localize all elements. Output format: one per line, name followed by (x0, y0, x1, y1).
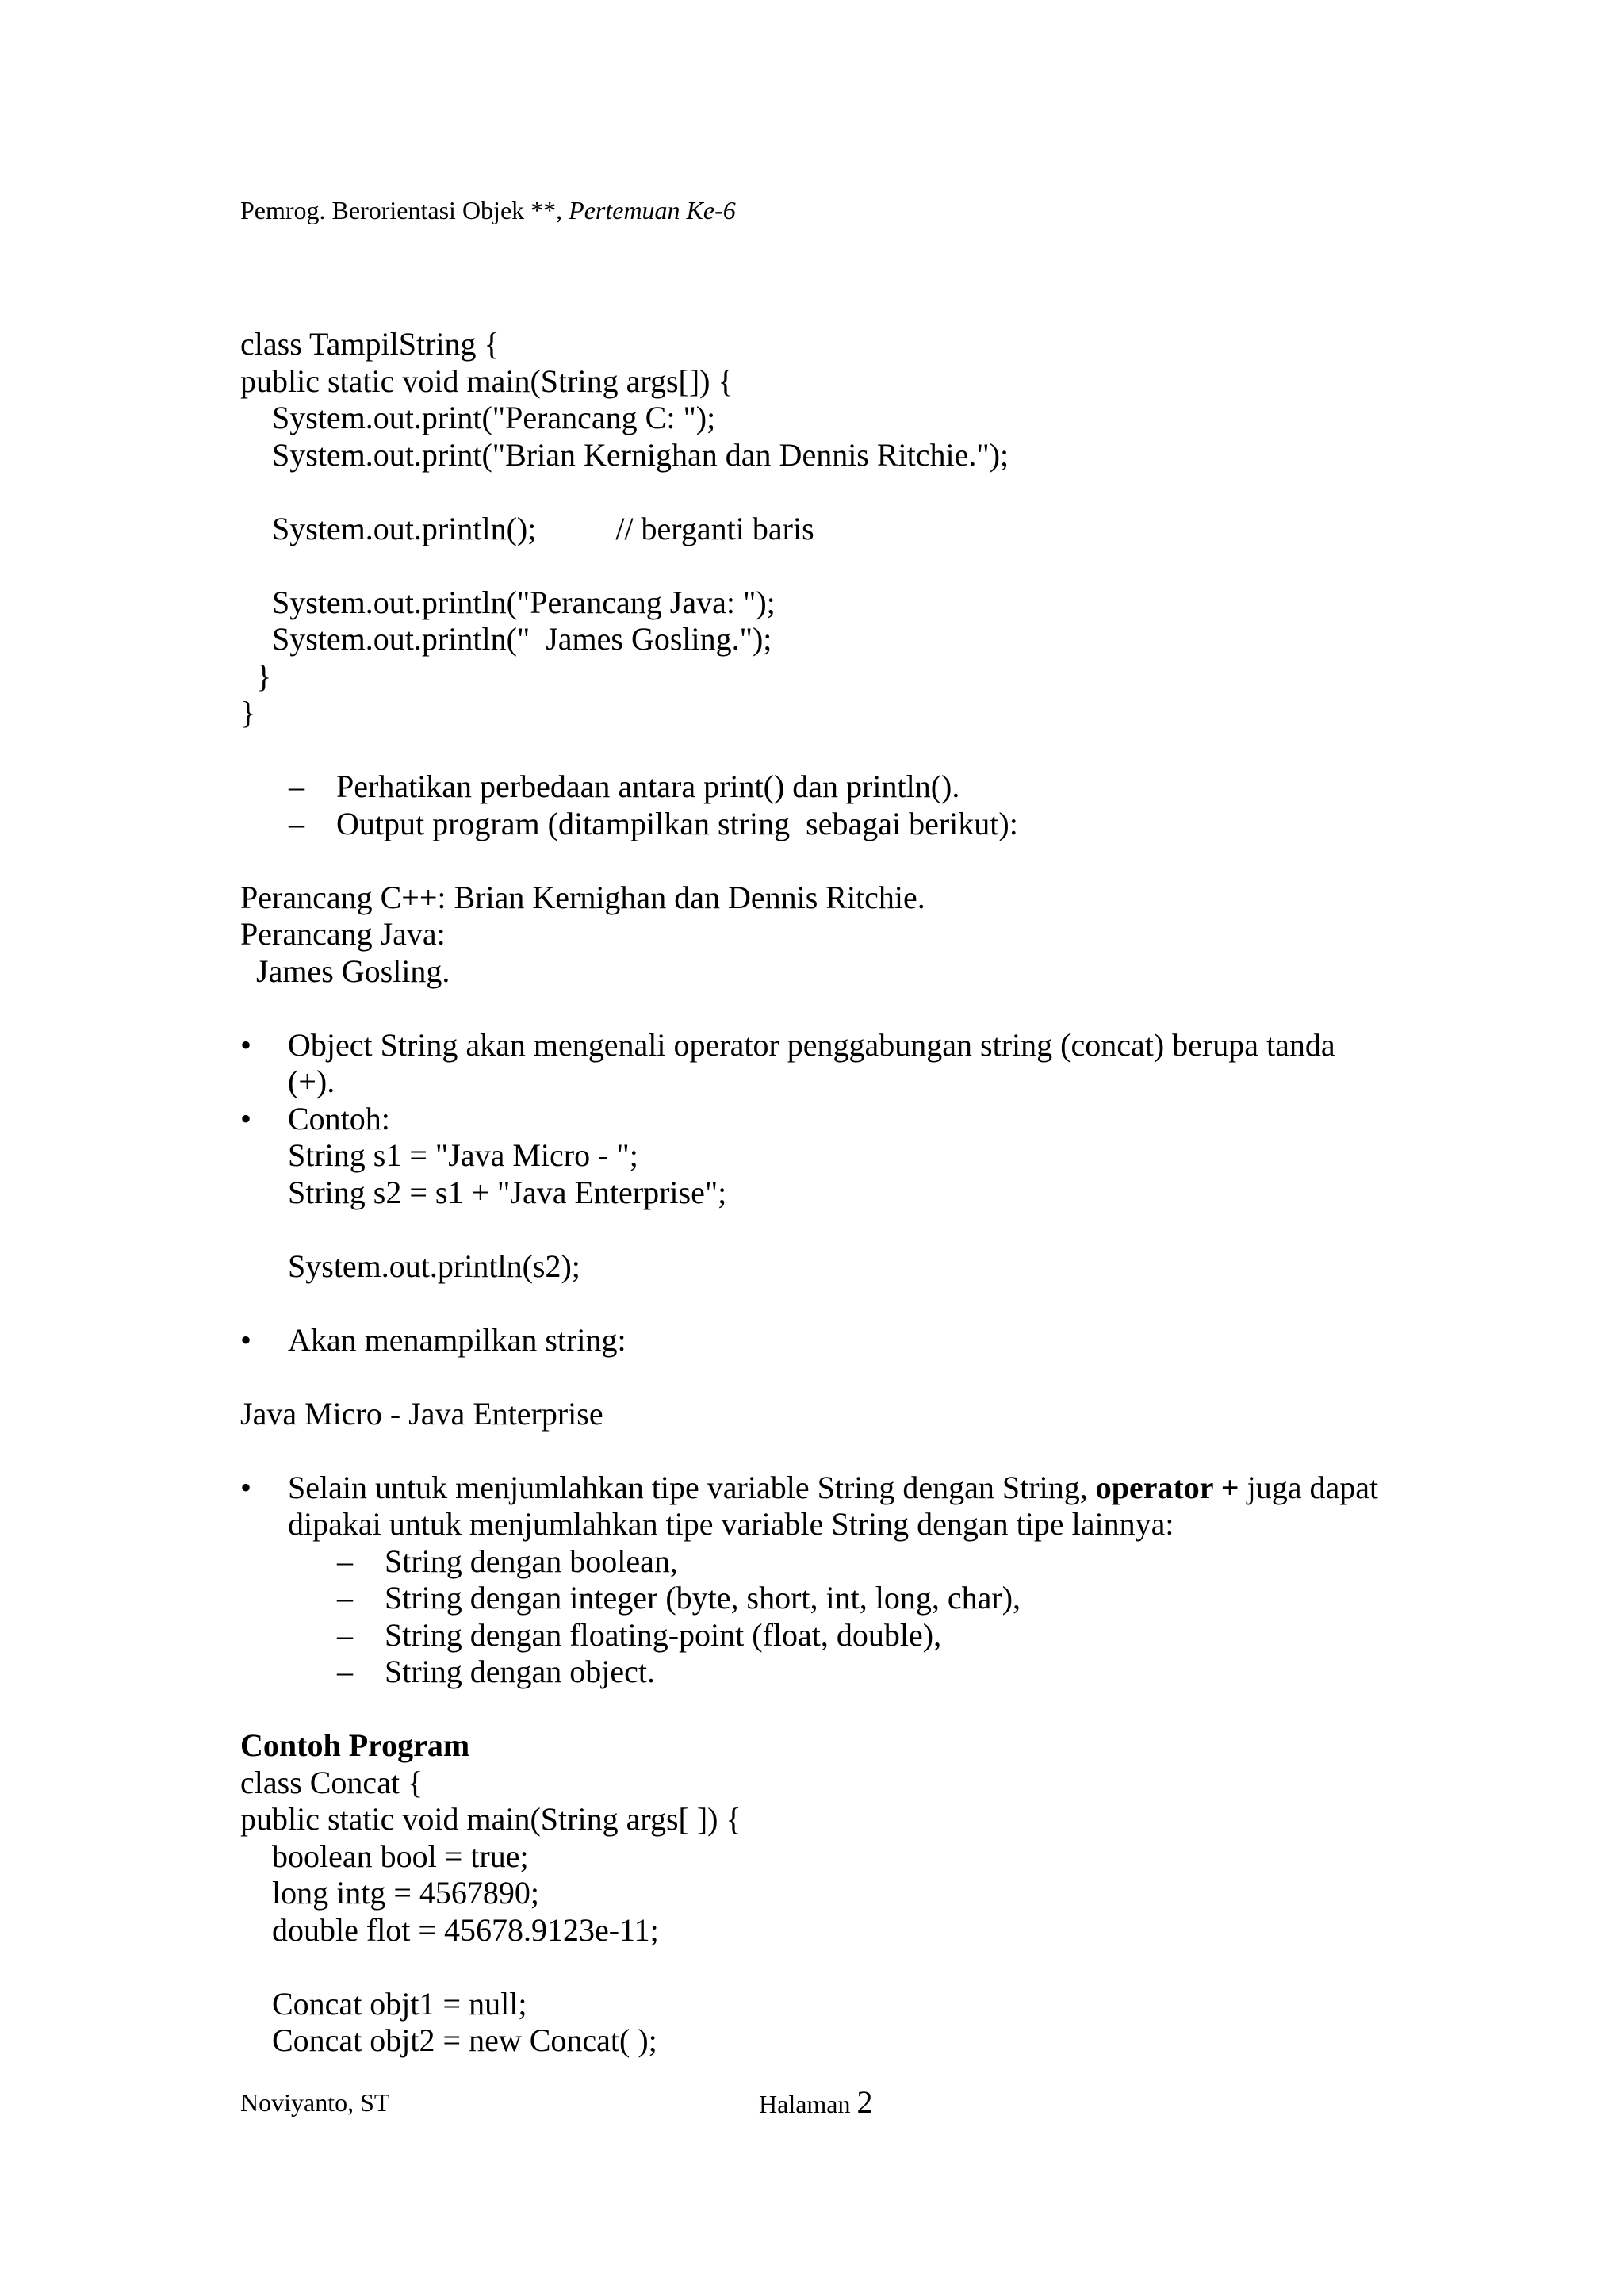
bullet-continuation: (+). (288, 1064, 335, 1099)
blank-line (240, 842, 1509, 880)
code-line: Concat objt1 = null; (272, 1985, 527, 2022)
dash-mark: – (289, 805, 304, 841)
bullet-item (240, 1470, 1509, 1507)
code-line: System.out.println("Perancang Java: "); (272, 584, 776, 620)
blank-line (240, 547, 1509, 585)
code-line: double flot = 45678.9123e-11; (272, 1911, 659, 1948)
footer-page-label: Halaman (759, 2090, 857, 2118)
sub-item (240, 1580, 1509, 1617)
code-line: Concat objt2 = new Concat( ); (272, 2022, 657, 2058)
output-line: Perancang Java: (240, 916, 446, 952)
dash-mark: – (337, 1654, 353, 1689)
output-line: James Gosling. (240, 953, 450, 989)
bullet-text: Akan menampilkan string: (288, 1321, 626, 1358)
blank-line (240, 990, 1509, 1027)
code-line: boolean bool = true; (272, 1838, 529, 1874)
output-line: Perancang C++: Brian Kernighan dan Dennis Ritchie. (240, 879, 925, 915)
section-heading: Contoh Program (240, 1727, 470, 1763)
dash-mark: – (337, 1616, 353, 1653)
code-line: long intg = 4567890; (272, 1875, 540, 1911)
page-content (240, 326, 1509, 2060)
blank-line (240, 1432, 1509, 1470)
bullet-text: juga dapat (1239, 1469, 1379, 1505)
footer-author: Noviyanto, ST (240, 2088, 390, 2117)
blank-line (240, 1211, 1509, 1248)
bullet-bold-text: operator + (1095, 1469, 1239, 1505)
code-line: public static void main(String args[ ]) { (240, 1801, 741, 1837)
example-code-line: System.out.println(s2); (288, 1248, 580, 1284)
code-line: System.out.print("Perancang C: "); (272, 400, 716, 435)
example-code-line: String s2 = s1 + "Java Enterprise"; (288, 1174, 727, 1210)
output-line: Java Micro - Java Enterprise (240, 1395, 603, 1432)
sub-item-text: String dengan boolean, (385, 1543, 678, 1579)
footer-page (759, 2084, 873, 2120)
code-text: System.out.println(); (272, 510, 537, 546)
note-item (240, 769, 1509, 806)
bullet-text: Selain untuk menjumlahkan tipe variable String dengan String, (288, 1469, 1096, 1505)
note-text: Perhatikan perbedaan antara print() dan println(). (336, 769, 960, 804)
header-meeting: Pertemuan Ke-6 (569, 196, 736, 224)
bullet-mark: • (240, 1100, 252, 1137)
bullet-mark: • (240, 1469, 252, 1505)
sub-item-text: String dengan integer (byte, short, int, long, char), (385, 1580, 1021, 1616)
bullet-item (240, 1027, 1509, 1064)
bullet-text: Contoh: (288, 1100, 390, 1137)
header-course: Pemrog. Berorientasi Objek **, (240, 196, 569, 224)
note-item (240, 806, 1509, 843)
sub-item-text: String dengan floating-point (float, double), (385, 1616, 942, 1653)
code-line: } (256, 657, 272, 694)
bullet-item (240, 1101, 1509, 1138)
code-line: public static void main(String args[]) { (240, 362, 733, 399)
bullet-text: Object String akan mengenali operator penggabungan string (concat) berupa tanda (288, 1026, 1335, 1063)
bullet-item (240, 1322, 1509, 1359)
dash-mark: – (337, 1543, 353, 1579)
code-comment: // berganti baris (615, 510, 814, 546)
blank-line (240, 473, 1509, 511)
blank-line (240, 1359, 1509, 1396)
sub-item (240, 1654, 1509, 1691)
note-text: Output program (ditampilkan string sebagai berikut): (336, 805, 1018, 841)
blank-line (240, 732, 1509, 769)
dash-mark: – (337, 1580, 353, 1616)
code-line (240, 511, 1509, 548)
dash-mark: – (289, 769, 304, 804)
code-line: class Concat { (240, 1764, 423, 1800)
blank-line (240, 1691, 1509, 1728)
sub-item (240, 1543, 1509, 1581)
page-header (240, 194, 736, 226)
code-line: System.out.println(" James Gosling."); (272, 621, 772, 657)
footer-page-number: 2 (856, 2084, 873, 2120)
sub-item-text: String dengan object. (385, 1654, 656, 1689)
example-code-line: String s1 = "Java Micro - "; (288, 1137, 638, 1173)
sub-item (240, 1617, 1509, 1654)
bullet-mark: • (240, 1026, 252, 1063)
code-line: } (240, 695, 256, 730)
blank-line (240, 1285, 1509, 1322)
blank-line (240, 1949, 1509, 1986)
code-line: class TampilString { (240, 326, 500, 362)
bullet-continuation: dipakai untuk menjumlahkan tipe variable String dengan tipe lainnya: (288, 1506, 1174, 1542)
bullet-mark: • (240, 1321, 252, 1358)
code-line: System.out.print("Brian Kernighan dan Dennis Ritchie."); (272, 436, 1009, 473)
